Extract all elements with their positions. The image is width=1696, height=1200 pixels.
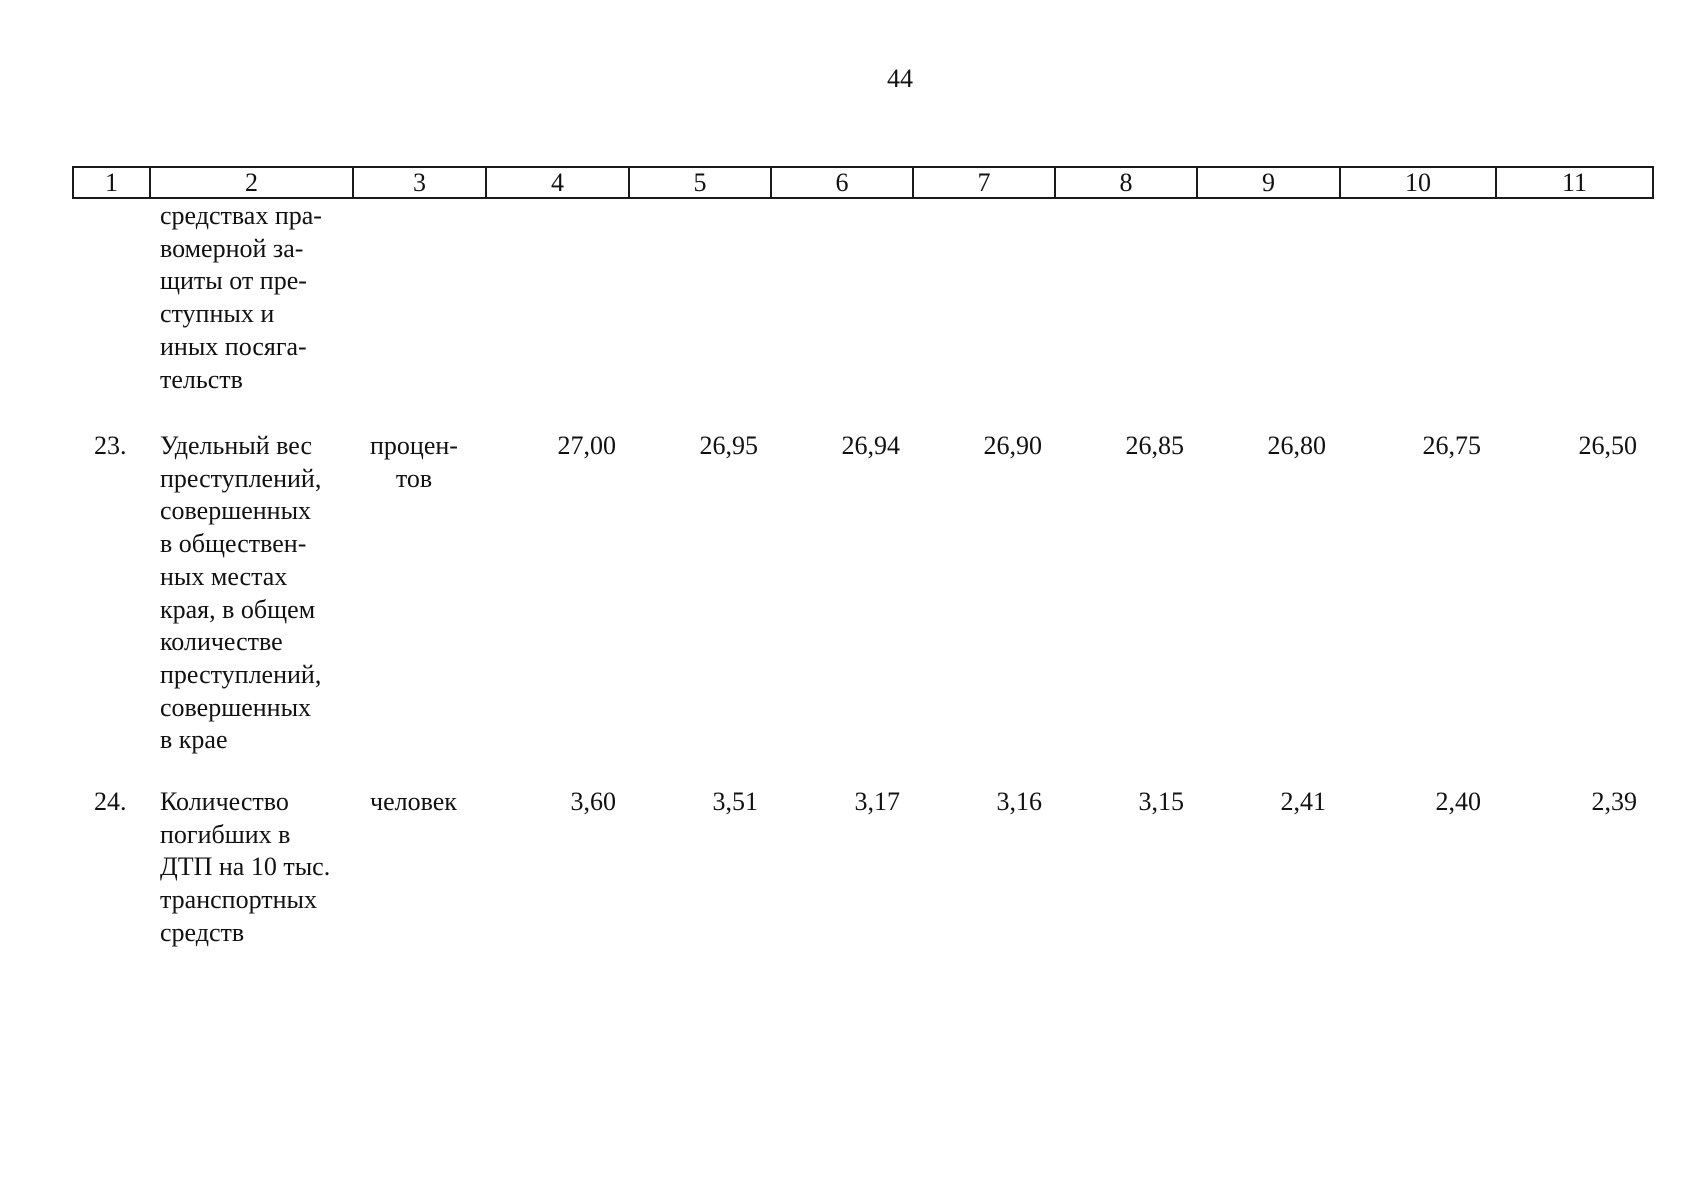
column-number-header	[72, 166, 1654, 199]
row-23-value-col4: 27,00	[557, 431, 616, 460]
header-col-5: 5	[629, 167, 771, 198]
row-24-name: Количество погибших в ДТП на 10 тыс. транспортных средств	[160, 787, 331, 947]
header-col-1: 1	[73, 167, 150, 198]
row-24-value-col9: 2,41	[1280, 787, 1326, 816]
header-col-10: 10	[1340, 167, 1496, 198]
row-24-value-col8: 3,15	[1138, 787, 1184, 816]
row-24-number: 24.	[94, 787, 127, 816]
row-23-value-col10: 26,75	[1422, 431, 1481, 460]
row-24-value-col7: 3,16	[996, 787, 1042, 816]
row-23-value-col7: 26,90	[983, 431, 1042, 460]
row-23-unit: процен- тов	[370, 431, 458, 493]
row-24-value-col6: 3,17	[854, 787, 900, 816]
row-24-value-col11: 2,39	[1591, 787, 1637, 816]
row-23-value-col8: 26,85	[1125, 431, 1184, 460]
row-23-value-col6: 26,94	[841, 431, 900, 460]
header-col-8: 8	[1055, 167, 1197, 198]
header-col-2: 2	[150, 167, 353, 198]
row-23-value-col5: 26,95	[699, 431, 758, 460]
row-23-number: 23.	[94, 431, 127, 460]
header-col-6: 6	[771, 167, 913, 198]
row-24-value-col4: 3,60	[570, 787, 616, 816]
row-23-value-col11: 26,50	[1578, 431, 1637, 460]
page-number: 44	[887, 64, 913, 93]
row-24-unit: человек	[370, 787, 457, 816]
header-col-9: 9	[1197, 167, 1340, 198]
row-24-value-col10: 2,40	[1435, 787, 1481, 816]
row-24-value-col5: 3,51	[712, 787, 758, 816]
continuation-text: средствах пра- вомерной за- щиты от пре- ступных и иных посяга- тельств	[160, 201, 322, 394]
row-23-name: Удельный вес преступлений, совершенных в обществен- ных местах края, в общем количестве преступлений, совершенных в крае	[160, 431, 322, 755]
header-col-3: 3	[353, 167, 486, 198]
row-23-value-col9: 26,80	[1267, 431, 1326, 460]
header-col-11: 11	[1496, 167, 1653, 198]
header-col-4: 4	[486, 167, 629, 198]
header-col-7: 7	[913, 167, 1055, 198]
